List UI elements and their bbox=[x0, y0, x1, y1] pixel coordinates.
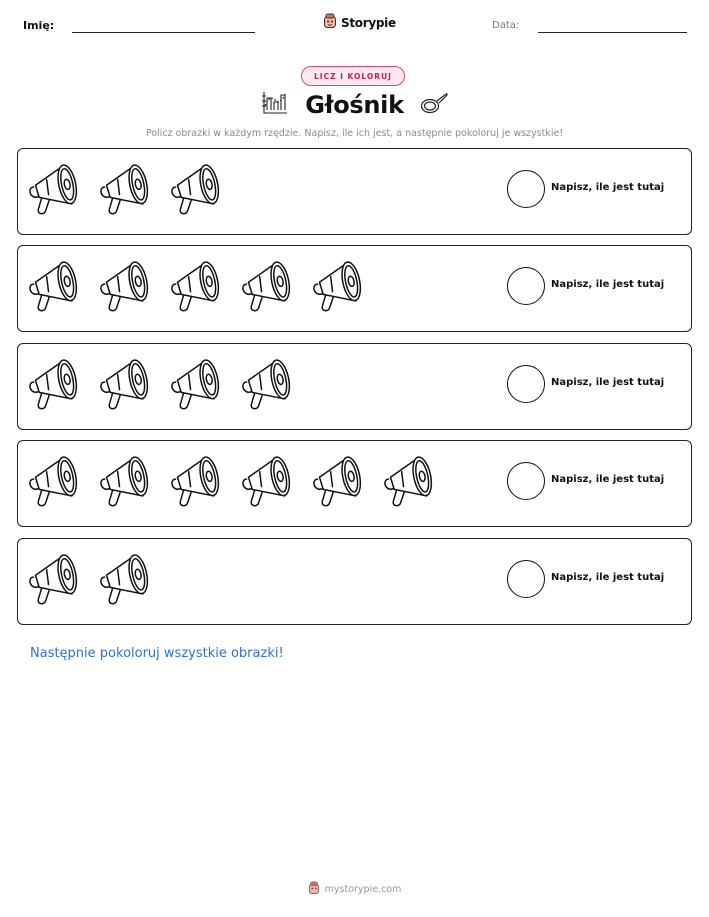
footer-url: mystorypie.com bbox=[324, 884, 402, 895]
activity-badge: LICZ I KOLORUJ bbox=[301, 66, 405, 86]
megaphone-icon bbox=[99, 451, 155, 511]
counting-row bbox=[17, 440, 692, 527]
counting-row bbox=[17, 148, 692, 235]
megaphone-icon bbox=[28, 159, 84, 219]
megaphone-icon bbox=[28, 451, 84, 511]
counting-row bbox=[17, 343, 692, 430]
brand-name: Storypie bbox=[341, 16, 396, 30]
name-line[interactable] bbox=[72, 32, 255, 33]
storypie-mascot-icon bbox=[323, 13, 337, 33]
name-label: Imię: bbox=[23, 19, 55, 32]
answer-label: Napisz, ile jest tutaj bbox=[551, 474, 665, 485]
picture-group bbox=[28, 451, 439, 517]
brand-logo bbox=[323, 13, 396, 33]
footer bbox=[0, 880, 709, 899]
page-title: Głośnik bbox=[305, 91, 404, 119]
answer-label: Napisz, ile jest tutaj bbox=[551, 572, 665, 583]
megaphone-icon bbox=[383, 451, 439, 511]
megaphone-icon bbox=[28, 549, 84, 609]
answer-circle[interactable] bbox=[507, 365, 545, 403]
picture-group bbox=[28, 159, 226, 225]
chart-icon bbox=[261, 90, 289, 120]
megaphone-icon bbox=[170, 159, 226, 219]
title-row bbox=[0, 90, 709, 120]
footer-note: Następnie pokoloruj wszystkie obrazki! bbox=[30, 646, 284, 661]
picture-group bbox=[28, 549, 155, 615]
megaphone-icon bbox=[99, 354, 155, 414]
answer-circle[interactable] bbox=[507, 170, 545, 208]
answer-label: Napisz, ile jest tutaj bbox=[551, 279, 665, 290]
megaphone-icon bbox=[241, 256, 297, 316]
counting-row bbox=[17, 245, 692, 332]
counting-row bbox=[17, 538, 692, 625]
megaphone-icon bbox=[170, 354, 226, 414]
picture-group bbox=[28, 354, 297, 420]
picture-group bbox=[28, 256, 368, 322]
date-line[interactable] bbox=[538, 32, 687, 33]
megaphone-icon bbox=[170, 451, 226, 511]
date-label: Data: bbox=[492, 20, 520, 31]
storypie-mascot-icon bbox=[308, 880, 320, 899]
answer-circle[interactable] bbox=[507, 267, 545, 305]
megaphone-icon bbox=[170, 256, 226, 316]
frying-pan-icon bbox=[420, 91, 448, 119]
megaphone-icon bbox=[99, 549, 155, 609]
answer-label: Napisz, ile jest tutaj bbox=[551, 377, 665, 388]
answer-label: Napisz, ile jest tutaj bbox=[551, 182, 665, 193]
megaphone-icon bbox=[241, 451, 297, 511]
megaphone-icon bbox=[312, 451, 368, 511]
megaphone-icon bbox=[28, 354, 84, 414]
megaphone-icon bbox=[99, 256, 155, 316]
answer-circle[interactable] bbox=[507, 560, 545, 598]
megaphone-icon bbox=[312, 256, 368, 316]
instructions: Policz obrazki w każdym rzędzie. Napisz, ile ich jest, a następnie pokoloruj je wszystkie! bbox=[145, 128, 564, 139]
megaphone-icon bbox=[28, 256, 84, 316]
megaphone-icon bbox=[241, 354, 297, 414]
megaphone-icon bbox=[99, 159, 155, 219]
answer-circle[interactable] bbox=[507, 462, 545, 500]
